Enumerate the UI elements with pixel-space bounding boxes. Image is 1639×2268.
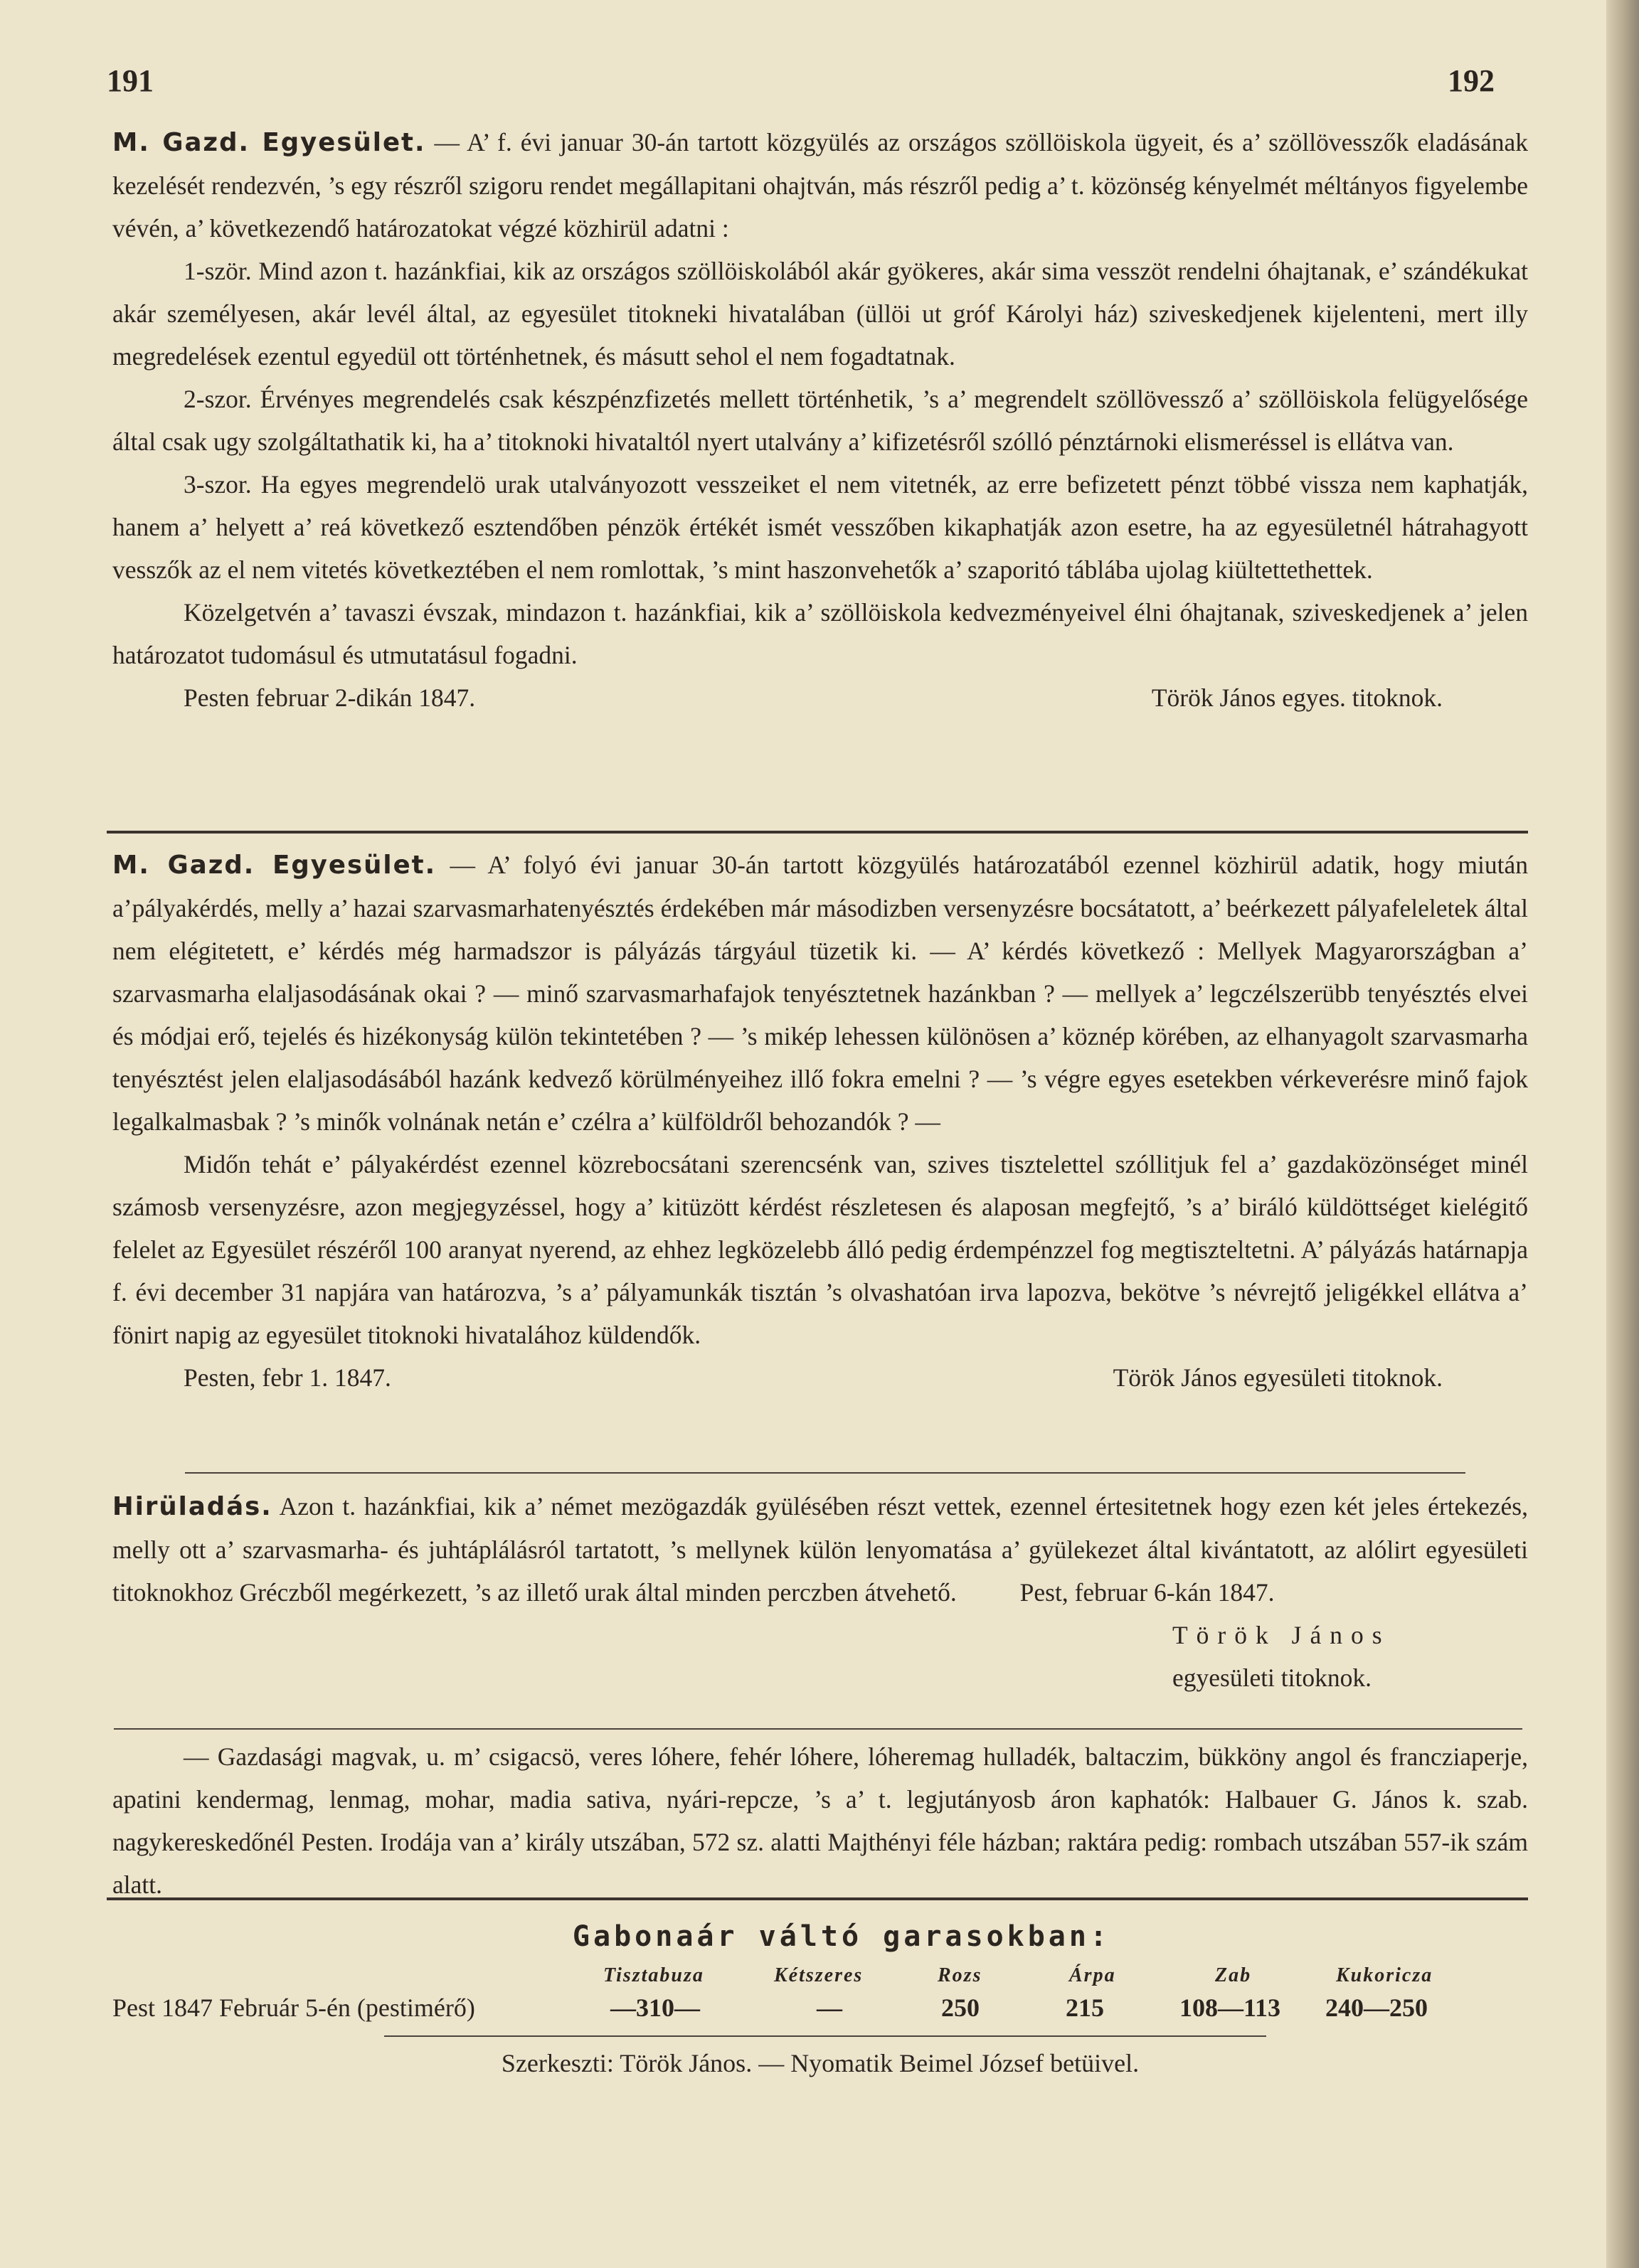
price-cell: 240—250 <box>1325 1993 1428 2022</box>
article1-closing: Közelgetvén a’ tavaszi évszak, mindazon t. hazánkfiai, kik a’ szöllöiskola kedvezményeivel élni óhajtanak, sziveskedjenek a’ jelen határozatot tudomásul és utmutatásul fogadni. <box>112 598 1528 669</box>
col-header: Rozs <box>938 1964 982 1986</box>
price-table-header <box>112 1953 1528 1993</box>
article2-body: Midőn tehát e’ pályakérdést ezennel közrebocsátani szerencsénk van, szives tisztelettel szóllitjuk fel a’ gazdaközönséget minél számosb versenyzésre, azon megjegyzéssel, hogy a’ kitüzött kérdést részletesen és alaposan megfejtő, ’s a’ biráló küldöttséget kielégitő felelet az Egyesület részéről 100 aranyat nyerend, az ehhez legközelebb álló pedig érdempénzzel fog megtiszteltetni. A’ pályázás határnapja f. évi december 31 napjára van határozva, ’s a’ pályamunkák tisztán ’s olvashatóan irva lapozva, bekötve ’s névrejtő jeligékkel ellátva a’ fönirt napig az egyesület titoknoki hivatalához küldendők. <box>112 1150 1528 1349</box>
divider-1 <box>107 831 1528 834</box>
col-header: Kukoricza <box>1336 1964 1433 1986</box>
advert-text: — Gazdasági magvak, u. m’ csigacsö, veres lóhere, fehér lóhere, lóheremag hulladék, baltaczim, bükköny angol és francziaperje, apatini kendermag, lenmag, mohar, madia sativa, nyári-repcze, ’s a’ t. legjutányosb áron kaphatók: Halbauer G. János k. szab. nagykereskedőnél Pesten. Irodája van a’ király utszában, 572 sz. alatti Majthényi féle házban; raktára pedig: rombach utszában 557-ik szám alatt. <box>112 1742 1528 1899</box>
divider-4 <box>107 1897 1528 1900</box>
article2-signature: Török János egyesületi titoknok. <box>1113 1363 1443 1392</box>
article1-point3: 3-szor. Ha egyes megrendelö urak utalványozott vesszeiket el nem vitetnék, az erre befizetett pénzt többé vissza nem kaphatják, hanem a’ helyett a’ reá következő esztendőben pénzök értékét ismét vesszőben kikaphatják azon esetre, ha az egyesületnél hátrahagyott vesszők az el nem vitetés következtében el nem romlottak, ’s mint haszonvehetők a’ szaporitó táblába ujolag kiültettethettek. <box>112 470 1528 584</box>
divider-2 <box>185 1472 1465 1474</box>
article2-date: Pesten, febr 1. 1847. <box>184 1363 391 1392</box>
article-palyakerdes <box>112 843 1528 1399</box>
article3-body <box>112 1485 1528 1614</box>
article1-intro <box>112 121 1528 250</box>
price-table <box>112 1920 1528 2037</box>
article-szolloiskola <box>112 121 1528 719</box>
article2-intro-text: — A’ folyó évi januar 30-án tartott közgyülés határozatából ezennel közhirül adatik, hogy miután a’pályakérdés, melly a’ hazai szarvasmarhatenyésztés érdekében már másodizben versenyzésre bocsátatott, a’ beérkezett pályafeleletek által nem elégitetett, e’ kérdés még harmadszor is pályázás tárgyául tüzetik ki. — A’ kérdés következő : Mellyek Magyarországban a’ szarvasmarha elaljasodásának okai ? — minő szarvasmarhafajok tenyésztetnek hazánkban ? — mellyek a’ legczélszerübb tenyésztés elvei és módjai erő, tejelés és hizékonyság külön tekintetében ? — ’s mikép lehessen különösen a’ köznép körében, az elhanyagolt szarvasmarha tenyésztést jelen elaljasodásából hazánk kedvező körülményeihez illő fokra emelni ? — ’s végre egyes esetekben vérkeverésre minő fajok legalkalmasbak ? ’s minők volnának netán e’ czélra a’ külföldről behozandók ? — <box>112 851 1528 1136</box>
divider-3 <box>114 1728 1522 1730</box>
article2-dateline <box>112 1356 1528 1399</box>
price-table-title: Gabonaár váltó garasokban: <box>572 1920 1111 1953</box>
article2-intro <box>112 843 1528 1143</box>
page-number-right: 192 <box>1448 63 1495 98</box>
price-cell: 215 <box>1066 1993 1104 2022</box>
article3-date: Pest, februar 6-kán 1847. <box>1019 1578 1275 1607</box>
price-table-row <box>112 1993 1528 2037</box>
book-spine <box>1606 0 1639 2268</box>
price-cell: —310— <box>610 1993 700 2022</box>
article3-sig-name: Török János <box>1172 1621 1391 1649</box>
article-hiruladas <box>112 1485 1528 1699</box>
col-header: Kétszeres <box>774 1964 864 1986</box>
article3-sig-title: egyesületi titoknok. <box>1172 1663 1372 1692</box>
article1-dateline <box>112 676 1528 719</box>
article2-heading: M. Gazd. Egyesület. <box>112 851 437 880</box>
col-header: Zab <box>1215 1964 1252 1986</box>
article1-intro-text: — A’ f. évi januar 30-án tartott közgyülés az országos szöllöiskola ügyeit, és a’ szöllövesszők eladásának kezelését rendezvén, ’s egy részről szigoru rendet megállapitani ohajtván, más részről pedig a’ t. közönség kényelmét méltányos figyelembe vévén, a’ következendő határozatokat végzé közhirül adatni : <box>112 128 1528 243</box>
article1-signature: Török János egyes. titoknok. <box>1151 683 1443 712</box>
page-number-left: 191 <box>107 63 154 98</box>
price-cell: — <box>817 1993 842 2022</box>
article3-body-text: Azon t. hazánkfiai, kik a’ német mezögazdák gyülésében részt vettek, ezennel értesitetnek hogy ezen két jeles értekezés, melly ott a’ szarvasmarha- és juhtáplálásról tartatott, ’s mellynek külön lenyomatása a’ gyülekezet által kivántatott, az alólirt egyesületi titoknokhoz Gréczből megérkezett, ’s az illető urak által minden perczben átvehető. <box>112 1492 1528 1607</box>
article1-point2: 2-szor. Érvényes megrendelés csak készpénzfizetés mellett történhetik, ’s a’ megrendelt szöllövessző a’ szöllöiskola felügyelősége által csak ugy szolgáltathatik ki, ha a’ titoknoki hivataltól nyert utalvány a’ kifizetésről szólló pénztárnoki elismeréssel is ellátva van. <box>112 385 1528 456</box>
article3-heading: Hirüladás. <box>112 1492 272 1521</box>
imprint: Szerkeszti: Török János. — Nyomatik Beimel József betüivel. <box>501 2049 1140 2077</box>
divider-5 <box>384 2035 1266 2037</box>
price-cell: 108—113 <box>1179 1993 1281 2022</box>
article1-date: Pesten februar 2-dikán 1847. <box>184 683 476 712</box>
article1-point1: 1-ször. Mind azon t. hazánkfiai, kik az országos szöllöiskolából akár gyökeres, akár sima vesszöt rendelni óhajtanak, e’ szándékukat akár személyesen, akár levél által, az egyesület titokneki hivatalában (üllöi ut gróf Károlyi ház) sziveskedjenek kijelenteni, mert illy megredelések ezentul egyedül ott történhetnek, és másutt sehol el nem fogadtatnak. <box>112 257 1528 371</box>
row-label: Pest 1847 Február 5-én (pestimérő) <box>112 1993 475 2022</box>
price-cell: 250 <box>941 1993 980 2022</box>
col-header: Árpa <box>1069 1964 1116 1986</box>
advert-seeds <box>112 1735 1528 1906</box>
article1-heading: M. Gazd. Egyesület. <box>112 128 426 157</box>
col-header: Tisztabuza <box>603 1964 704 1986</box>
